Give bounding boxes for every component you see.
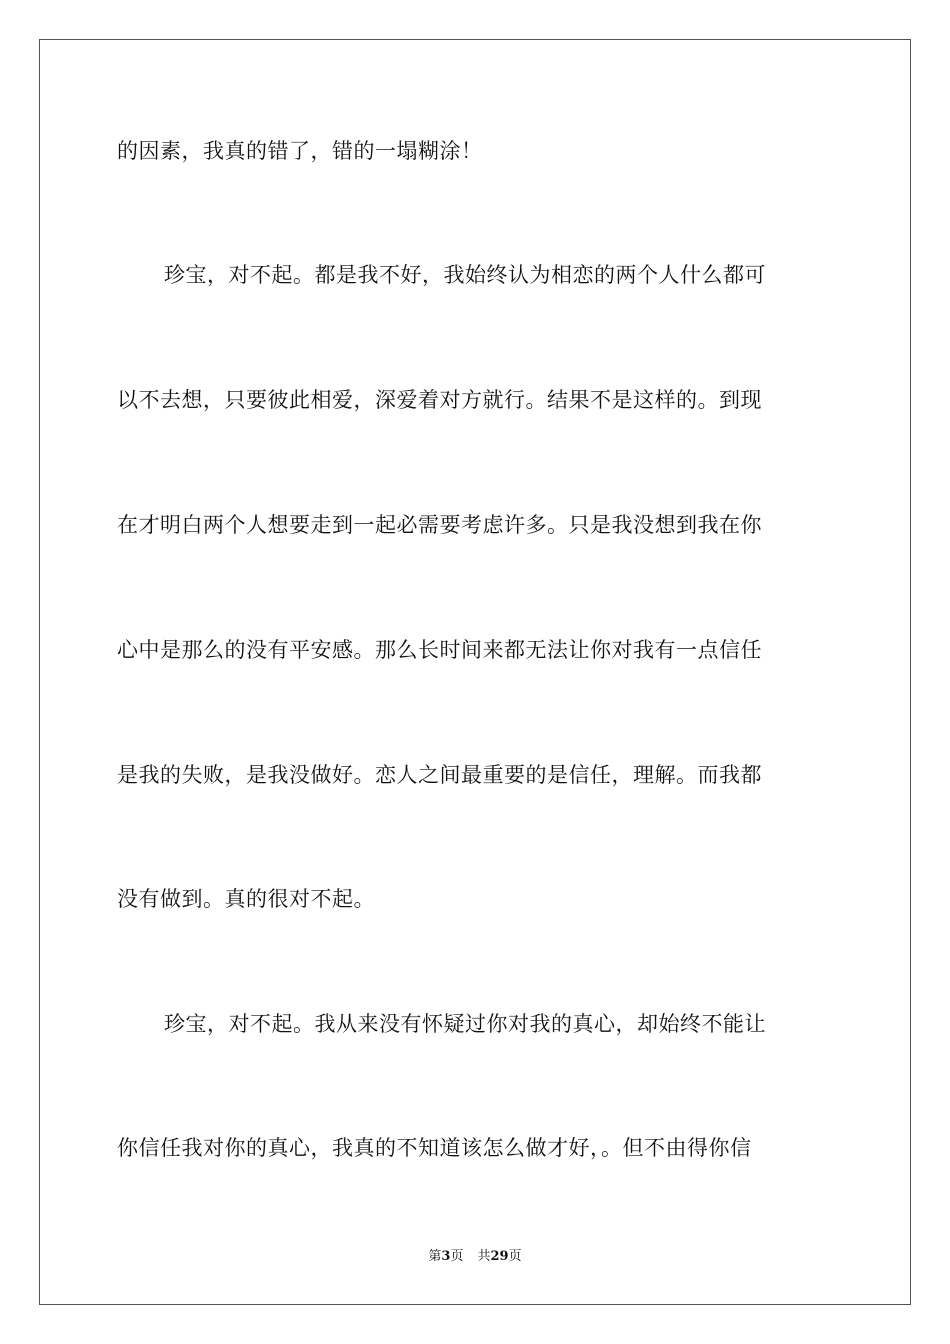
text-line-2: 珍宝，对不起。都是我不好，我始终认为相恋的两个人什么都可 xyxy=(164,263,766,287)
total-suffix: 页 xyxy=(508,1249,522,1264)
text-line-6: 是我的失败，是我没做好。恋人之间最重要的是信任，理解。而我都 xyxy=(117,763,762,787)
text-line-1: 的因素，我真的错了，错的一塌糊涂！ xyxy=(117,139,483,163)
text-line-8: 珍宝，对不起。我从来没有怀疑过你对我的真心，却始终不能让 xyxy=(164,1012,766,1036)
text-line-3: 以不去想，只要彼此相爱，深爱着对方就行。结果不是这样的。到现 xyxy=(117,388,762,412)
text-line-9: 你信任我对你的真心，我真的不知道该怎么做才好，。但不由得你信 xyxy=(117,1136,752,1160)
text-line-4: 在才明白两个人想要走到一起必需要考虑许多。只是我没想到我在你 xyxy=(117,513,762,537)
page-suffix: 页 xyxy=(450,1249,464,1264)
page-footer xyxy=(0,1248,950,1266)
page-prefix: 第 xyxy=(428,1249,442,1264)
total-pages: 29 xyxy=(490,1249,509,1264)
page-number: 3 xyxy=(441,1249,451,1264)
page-frame xyxy=(39,39,911,1305)
text-line-5: 心中是那么的没有平安感。那么长时间来都无法让你对我有一点信任 xyxy=(117,638,762,662)
text-line-7: 没有做到。真的很对不起。 xyxy=(117,887,375,911)
total-prefix: 共 xyxy=(477,1249,491,1264)
